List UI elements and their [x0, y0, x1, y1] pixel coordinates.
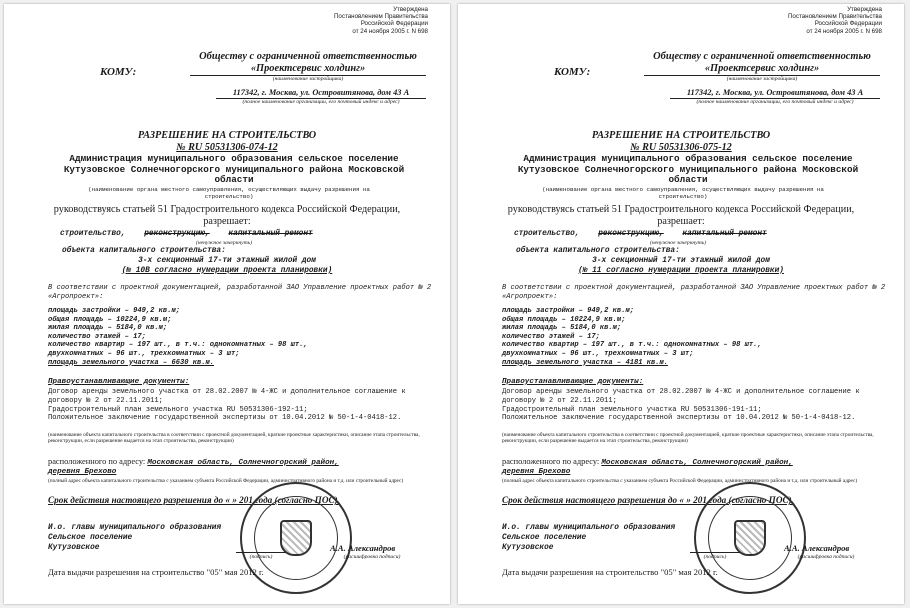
permit-number: № RU 50531306-074-12	[176, 142, 278, 153]
issuing-authority: Администрация муниципального образования сельское поселение Кутузовское Солнечногорского муниципального района Московской области	[517, 153, 859, 185]
document-title: РАЗРЕШЕНИЕ НА СТРОИТЕЛЬСТВО	[137, 130, 317, 141]
location-hint: (полный адрес объекта капитального строительства с указанием субъекта Российской Федерации, административного района и т.д. или строительный адрес)	[48, 478, 404, 484]
to-label: КОМУ:	[100, 66, 137, 78]
approval-line: от 24 ноября 2005 г. N 698	[806, 27, 882, 35]
issuing-authority: Администрация муниципального образования сельское поселение Кутузовское Солнечногорского муниципального района Московской области	[63, 153, 405, 185]
location-value: Московская область, Солнечногорский район,	[601, 459, 793, 467]
parameter: жилая площадь – 5184,0 кв.м;	[502, 324, 622, 333]
object-label: объекта капитального строительства:	[516, 247, 680, 255]
object-line-1: 3-х секционный 17-ти этажный жилой дом	[592, 257, 770, 265]
authority-hint: (наименование органа местного самоуправления, осуществляющих выдачу разрешения на строительство)	[88, 186, 370, 200]
parameter: количество квартир – 197 шт., в т.ч.: однокомнатных – 98 шт.,	[48, 341, 308, 350]
parameter: жилая площадь – 5184,0 кв.м;	[48, 324, 168, 333]
signer-name-hint: (расшифровка подписи)	[343, 554, 401, 560]
parameter: количество квартир – 197 шт., в т.ч.: однокомнатных – 98 шт.,	[502, 341, 762, 350]
signature-hint: (подпись)	[703, 554, 727, 560]
object-line-2: (№ 11 согласно нумерации проекта планировки)	[578, 267, 784, 275]
works-hint: (ненужное зачеркнуть)	[195, 240, 253, 246]
parameter: площадь застройки – 949,2 кв.м;	[502, 307, 634, 315]
coat-of-arms-icon	[280, 520, 312, 556]
parameter: площадь застройки – 949,2 кв.м;	[48, 307, 180, 315]
rights-text: Договор аренды земельного участка от 28.02.2007 № 4-ЖС и дополнительное соглашение к договору № 2 от 22.11.2011;	[502, 388, 860, 405]
signer-name: А.А. Александров	[784, 543, 850, 553]
legal-basis: руководствуясь статьей 51 Градостроительного кодекса Российской Федерации,	[507, 204, 855, 215]
object-line-2: (№ 10В согласно нумерации проекта планировки)	[121, 267, 333, 275]
work-type: реконструкцию,	[144, 230, 210, 238]
signer-name: А.А. Александров	[330, 543, 396, 553]
works-row	[60, 230, 313, 238]
permit-number: № RU 50531306-075-12	[630, 142, 732, 153]
expert-hint: (наименование объекта капитального строительства в соответствии с проектной документацией, краткие проектные характеристики, описание этапа строительства, реконструкции, если разрешение выдается на этап строительства, реконструкции)	[502, 432, 874, 445]
location-row	[502, 457, 886, 467]
addressee	[190, 51, 426, 83]
parameter: количество этажей – 17;	[48, 332, 146, 341]
approval-line: от 24 ноября 2005 г. N 698	[352, 27, 428, 35]
parameter: общая площадь – 10224,9 кв.м;	[502, 315, 626, 324]
rights-label: Правоустанавливающие документы:	[502, 378, 644, 386]
permit-document	[4, 4, 450, 604]
addressee-line: Обществу с ограниченной ответственностью	[199, 51, 417, 62]
signature-hint: (подпись)	[249, 554, 273, 560]
plan-text: Градостроительный план земельного участка RU 50531306-192-11;	[48, 406, 308, 414]
approval-note	[334, 6, 428, 35]
work-type: реконструкцию,	[598, 230, 664, 238]
official-seal-stamp	[240, 482, 352, 594]
location-value-2: деревня Брехово	[48, 468, 117, 476]
parameters-list	[502, 307, 886, 367]
addressee-line: «Проектсервис холдинг»	[190, 63, 426, 76]
approval-line: Российской Федерации	[814, 20, 882, 28]
signature-line	[236, 552, 286, 553]
addressee-hint: (наименование застройщика)	[272, 76, 344, 82]
project-text: В соответствии с проектной документацией, разработанной ЗАО Управление проектных работ № 2 «Агропроект»:	[502, 284, 886, 301]
rights-text: Договор аренды земельного участка от 28.02.2007 № 4-ЖС и дополнительное соглашение к договору № 2 от 22.11.2011;	[48, 388, 406, 405]
address-hint: (полное наименование организации, его почтовый индекс и адрес)	[242, 99, 400, 105]
approval-line: Постановлением Правительства	[333, 13, 428, 21]
address-value: 117342, г. Москва, ул. Островитянова, дом 43 А	[216, 88, 426, 99]
location-label: расположенного по адресу:	[502, 457, 600, 466]
addressee-line: Обществу с ограниченной ответственностью	[653, 51, 871, 62]
address-hint: (полное наименование организации, его почтовый индекс и адрес)	[696, 99, 854, 105]
works-hint: (ненужное зачеркнуть)	[649, 240, 707, 246]
permit-document	[458, 4, 904, 604]
location-row	[48, 457, 432, 467]
signer-line: И.о. главы муниципального образования	[502, 524, 676, 532]
location-value-2: деревня Брехово	[502, 468, 571, 476]
work-type: капитальный ремонт	[682, 230, 767, 238]
addressee-hint: (наименование застройщика)	[726, 76, 798, 82]
expert-text: Положительное заключение государственной экспертизы от 10.04.2012 № 50-1-4-0418-12.	[48, 414, 402, 422]
signature-line	[690, 552, 740, 553]
parameter: площадь земельного участка – 4181 кв.м.	[502, 358, 669, 367]
addressee	[644, 51, 880, 83]
expert-hint: (наименование объекта капитального строительства в соответствии с проектной документацией, краткие проектные характеристики, описание этапа строительства, реконструкции, если разрешение выдается на этап строительства, реконструкции)	[48, 432, 420, 445]
validity-period: Срок действия настоящего разрешения до « » 201 года (согласно ПОС).	[502, 495, 794, 505]
permits-label: разрешает:	[203, 216, 251, 227]
parameters-list	[48, 307, 432, 367]
location-hint: (полный адрес объекта капитального строительства с указанием субъекта Российской Федерации, административного района и т.д. или строительный адрес)	[502, 478, 858, 484]
work-type: строительство,	[60, 230, 126, 238]
location-label: расположенного по адресу:	[48, 457, 146, 466]
issue-date: Дата выдачи разрешения на строительство "05" мая 2012 г.	[48, 567, 264, 577]
signer-line: Сельское поселение	[48, 534, 133, 542]
work-type: капитальный ремонт	[228, 230, 313, 238]
project-text: В соответствии с проектной документацией, разработанной ЗАО Управление проектных работ № 2 «Агропроект»:	[48, 284, 432, 301]
expert-text: Положительное заключение государственной экспертизы от 10.04.2012 № 50-1-4-0418-12.	[502, 414, 856, 422]
signer-block	[502, 523, 675, 553]
approval-line: Утверждена	[847, 6, 882, 13]
object-label: объекта капитального строительства:	[62, 247, 226, 255]
address-block	[670, 88, 880, 106]
parameter: двухкомнатных – 96 шт., трехкомнатных – 3 шт;	[502, 349, 694, 358]
address-value: 117342, г. Москва, ул. Островитянова, дом 43 А	[670, 88, 880, 99]
validity-period: Срок действия настоящего разрешения до « » 201 года (согласно ПОС).	[48, 495, 340, 505]
seal-inner-ring	[708, 496, 792, 580]
issue-date: Дата выдачи разрешения на строительство "05" мая 2012 г.	[502, 567, 718, 577]
parameter: общая площадь – 10224,9 кв.м;	[48, 315, 172, 324]
legal-basis: руководствуясь статьей 51 Градостроительного кодекса Российской Федерации,	[53, 204, 401, 215]
authority-hint: (наименование органа местного самоуправления, осуществляющих выдачу разрешения на строительство)	[542, 186, 824, 200]
parameter: двухкомнатных – 96 шт., трехкомнатных – 3 шт;	[48, 349, 240, 358]
document-title: РАЗРЕШЕНИЕ НА СТРОИТЕЛЬСТВО	[591, 130, 771, 141]
approval-line: Российской Федерации	[360, 20, 428, 28]
approval-line: Постановлением Правительства	[787, 13, 882, 21]
signer-line: Сельское поселение	[502, 534, 587, 542]
works-row	[514, 230, 767, 238]
object-line-1: 3-х секционный 17-ти этажный жилой дом	[138, 257, 316, 265]
signer-line: Кутузовское	[48, 544, 100, 552]
parameter: количество этажей – 17;	[502, 332, 600, 341]
to-label: КОМУ:	[554, 66, 591, 78]
approval-line: Утверждена	[393, 6, 428, 13]
approval-note	[788, 6, 882, 35]
addressee-line: «Проектсервис холдинг»	[644, 63, 880, 76]
location-value: Московская область, Солнечногорский район,	[147, 459, 339, 467]
address-block	[216, 88, 426, 106]
seal-inner-ring	[254, 496, 338, 580]
signer-line: Кутузовское	[502, 544, 554, 552]
permits-label: разрешает:	[657, 216, 705, 227]
official-seal-stamp	[694, 482, 806, 594]
signer-name-hint: (расшифровка подписи)	[797, 554, 855, 560]
work-type: строительство,	[514, 230, 580, 238]
rights-label: Правоустанавливающие документы:	[48, 378, 190, 386]
plan-text: Градостроительный план земельного участка RU 50531306-191-11;	[502, 406, 762, 414]
signer-line: И.о. главы муниципального образования	[48, 524, 222, 532]
signer-block	[48, 523, 221, 553]
parameter: площадь земельного участка – 6630 кв.м.	[48, 358, 215, 367]
coat-of-arms-icon	[734, 520, 766, 556]
